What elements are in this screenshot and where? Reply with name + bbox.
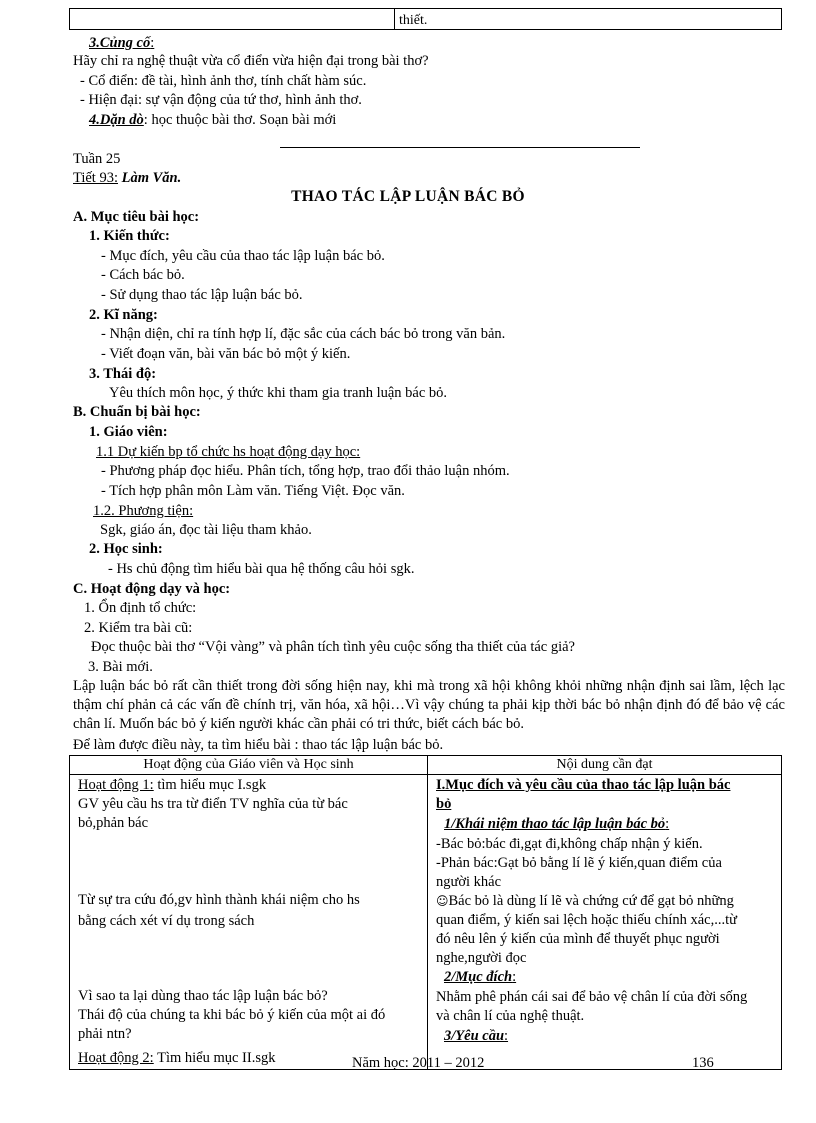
section-b-heading: B. Chuẩn bị bài học: xyxy=(73,404,201,420)
right-text: Nhằm phê phán cái sai để bảo vệ chân lí của đời sống xyxy=(436,989,748,1005)
knowledge-item: - Cách bác bỏ. xyxy=(101,267,185,283)
left-text: bỏ,phản bác xyxy=(78,815,149,831)
previous-lesson-table-tail xyxy=(69,8,782,30)
left-text: GV yêu cầu hs tra từ điển TV nghĩa của từ bác xyxy=(78,796,348,812)
right-text: -Bác bỏ:bác đi,gạt đi,không chấp nhận ý kiến. xyxy=(436,836,703,852)
intro-paragraph: Lập luận bác bỏ rất cần thiết trong đời sống hiện nay, khi mà trong xã hội không khỏi những nhận định sai lầm, lệch lạc thậm chí phản cả các vấn đề chính trị, văn hóa, xã hội…Vì vậy chúng ta phải kịp thời bác bỏ nhận định đó để bảo vệ các chân lí. Muốn bác bỏ ý kiến người khác cần phải có tri thức, biết cách bác bỏ. xyxy=(73,678,785,732)
teacher-heading: 1. Giáo viên: xyxy=(89,424,168,440)
teacher-sub2: 1.2. Phương tiện: xyxy=(93,503,194,519)
table-header-left: Hoạt động của Giáo viên và Học sinh xyxy=(70,756,428,775)
section-a-heading: A. Mục tiêu bài học: xyxy=(73,209,200,225)
footer-school-year: Năm học: 2011 – 2012 xyxy=(352,1055,485,1071)
bullet-icon: ☺ xyxy=(436,894,449,908)
attitude-heading: 3. Thái độ: xyxy=(89,366,157,382)
left-question: Vì sao ta lại dùng thao tác lập luận bác bỏ? xyxy=(78,988,328,1004)
right-text: -Phản bác:Gạt bỏ bằng lí lẽ ý kiến,quan điểm của xyxy=(436,855,722,871)
skills-item: - Nhận diện, chỉ ra tính hợp lí, đặc sắc của cách bác bỏ trong văn bản. xyxy=(101,326,506,342)
teacher-student-column xyxy=(70,775,428,1070)
activity-table xyxy=(69,755,782,1070)
right-text: và chân lí của nghệ thuật. xyxy=(436,1008,585,1024)
left-question: Thái độ của chúng ta khi bác bỏ ý kiến của một ai đó xyxy=(78,1007,386,1023)
skills-item: - Viết đoạn văn, bài văn bác bỏ một ý kiến. xyxy=(101,346,351,362)
table-cell-left xyxy=(70,9,395,30)
week-label: Tuần 25 xyxy=(73,151,121,167)
left-question: phải ntn? xyxy=(78,1026,132,1042)
right-heading: I.Mục đích và yêu cầu của thao tác lập luận bác xyxy=(436,777,731,793)
knowledge-item: - Sử dụng thao tác lập luận bác bỏ. xyxy=(101,287,303,303)
requirement-subheading: 3/Yêu cầu: xyxy=(444,1028,509,1044)
cung-co-question: Hãy chỉ ra nghệ thuật vừa cổ điển vừa hiện đại trong bài thơ? xyxy=(73,53,429,69)
page-number: 136 xyxy=(692,1055,714,1071)
concept-subheading: 1/Khái niệm thao tác lập luận bác bỏ: xyxy=(444,816,670,832)
right-text: người khác xyxy=(436,874,502,890)
teacher-sub2-text: Sgk, giáo án, đọc tài liệu tham khảo. xyxy=(100,522,312,538)
table-cell-right: thiết. xyxy=(395,9,782,30)
activity-2: Hoạt động 2: Tìm hiểu mục II.sgk xyxy=(78,1050,276,1066)
student-heading: 2. Học sinh: xyxy=(89,541,163,557)
old-lesson-question: Đọc thuộc bài thơ “Vội vàng” và phân tích tình yêu cuộc sống tha thiết của tác giả? xyxy=(91,639,575,655)
teacher-sub1-item: - Phương pháp đọc hiểu. Phân tích, tổng hợp, trao đổi thảo luận nhóm. xyxy=(101,463,510,479)
definition-line: ☺Bác bỏ là dùng lí lẽ và chứng cứ để gạt bỏ những xyxy=(436,893,734,909)
knowledge-item: - Mục đích, yêu cầu của thao tác lập luận bác bỏ. xyxy=(101,248,385,264)
horizontal-divider xyxy=(280,147,640,148)
right-text: nghe,người đọc xyxy=(436,950,527,966)
step-item: 1. Ổn định tổ chức: xyxy=(84,600,197,616)
attitude-text: Yêu thích môn học, ý thức khi tham gia tranh luận bác bỏ. xyxy=(109,385,448,401)
period-label: Tiết 93: Làm Văn. xyxy=(73,170,182,186)
lesson-title: THAO TÁC LẬP LUẬN BÁC BỎ xyxy=(291,188,525,205)
left-text: Từ sự tra cứu đó,gv hình thành khái niệm cho hs xyxy=(78,892,360,908)
dan-do: 4.Dặn dò: học thuộc bài thơ. Soạn bài mới xyxy=(89,112,337,128)
step-item: 2. Kiểm tra bài cũ: xyxy=(84,620,193,636)
cung-co-heading: 3.Củng cố: xyxy=(89,35,155,51)
teacher-sub1: 1.1 Dự kiến bp tổ chức hs hoạt động dạy học: xyxy=(96,444,361,460)
activity-1: Hoạt động 1: tìm hiểu mục I.sgk xyxy=(78,777,267,793)
teacher-sub1-item: - Tích hợp phân môn Làm văn. Tiếng Việt. Đọc văn. xyxy=(101,483,405,499)
right-text: quan điểm, ý kiến sai lệch hoặc thiếu chính xác,...từ xyxy=(436,912,737,928)
intro-last-line: Để làm được điều này, ta tìm hiểu bài : thao tác lập luận bác bỏ. xyxy=(73,737,444,753)
student-text: - Hs chủ động tìm hiểu bài qua hệ thống câu hỏi sgk. xyxy=(108,561,415,577)
cung-co-line: - Hiện đại: sự vận động của tứ thơ, hình ảnh thơ. xyxy=(80,92,362,108)
purpose-subheading: 2/Mục đích: xyxy=(444,969,517,985)
cung-co-line: - Cổ điển: đề tài, hình ảnh thơ, tính chất hàm súc. xyxy=(80,73,367,89)
knowledge-heading: 1. Kiến thức: xyxy=(89,228,170,244)
new-lesson-label: 3. Bài mới. xyxy=(88,659,153,675)
content-column xyxy=(428,775,782,1070)
section-c-heading: C. Hoạt động dạy và học: xyxy=(73,581,231,597)
right-text: đó nêu lên ý kiến của mình để thuyết phục người xyxy=(436,931,720,947)
left-text: bằng cách xét ví dụ trong sách xyxy=(78,913,255,929)
right-heading: bỏ xyxy=(436,796,452,812)
table-header-right: Nội dung cần đạt xyxy=(428,756,782,775)
skills-heading: 2. Kĩ năng: xyxy=(89,307,158,323)
